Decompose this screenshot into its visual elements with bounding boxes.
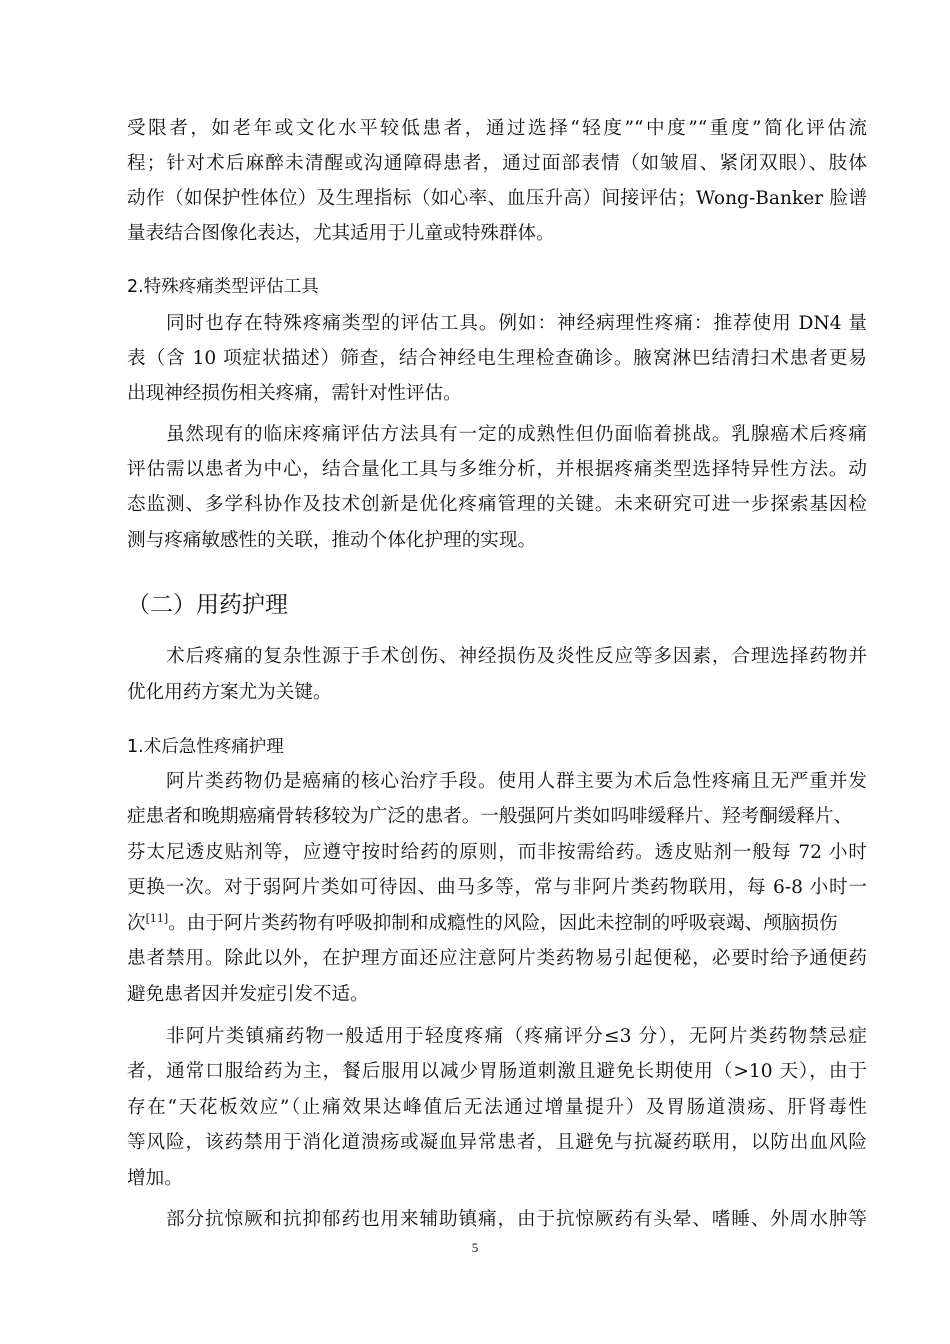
text-line: 同时也存在特殊疼痛类型的评估工具。例如：神经病理性疼痛：推荐使用 DN4 量 xyxy=(166,313,867,334)
section-heading-medication-care: （二）用药护理 xyxy=(127,592,288,618)
text-line: 程；针对术后麻醉未清醒或沟通障碍患者，通过面部表情（如皱眉、紧闭双眼）、肢体 xyxy=(127,153,867,174)
text-line: 存在“天花板效应”（止痛效果达峰值后无法通过增量提升）及胃肠道溃疡、肝肾毒性 xyxy=(127,1097,867,1118)
text-line: 部分抗惊厥和抗抑郁药也用来辅助镇痛，由于抗惊厥药有头晕、嗜睡、外周水肿等 xyxy=(166,1209,867,1230)
text-line: 更换一次。对于弱阿片类如可待因、曲马多等，常与非阿片类药物联用，每 6-8 小时一 xyxy=(127,877,867,898)
text-line: 非阿片类镇痛药物一般适用于轻度疼痛（疼痛评分≤3 分），无阿片类药物禁忌症 xyxy=(166,1026,867,1047)
subheading-acute-pain-care: 1.术后急性疼痛护理 xyxy=(127,737,284,757)
text-line: 动作（如保护性体位）及生理指标（如心率、血压升高）间接评估；Wong-Banker 脸谱 xyxy=(127,188,867,209)
text-line: 避免患者因并发症引发不适。 xyxy=(127,984,369,1005)
text-fragment: 。由于阿片类药物有呼吸抑制和成瘾性的风险，因此未控制的呼吸衰竭、颅脑损伤 xyxy=(168,913,838,934)
text-line: 优化用药方案尤为关键。 xyxy=(127,682,332,703)
text-line: 者，通常口服给药为主，餐后服用以减少胃肠道刺激且避免长期使用（>10 天），由于 xyxy=(127,1061,867,1082)
subheading-special-pain-tools: 2.特殊疼痛类型评估工具 xyxy=(127,277,319,297)
text-fragment: 次 xyxy=(127,913,146,934)
text-line: 阿片类药物仍是癌痛的核心治疗手段。使用人群主要为术后急性疼痛且无严重并发 xyxy=(166,771,867,792)
text-line: 表（含 10 项症状描述）筛查，结合神经电生理检查确诊。腋窝淋巴结清扫术患者更易 xyxy=(127,348,867,369)
text-line: 虽然现有的临床疼痛评估方法具有一定的成熟性但仍面临着挑战。乳腺癌术后疼痛 xyxy=(166,424,867,445)
text-line: 出现神经损伤相关疼痛，需针对性评估。 xyxy=(127,383,462,404)
text-line: 态监测、多学科协作及技术创新是优化疼痛管理的关键。未来研究可进一步探索基因检 xyxy=(127,494,867,515)
citation-reference: [11] xyxy=(145,912,169,925)
text-line: 患者禁用。除此以外，在护理方面还应注意阿片类药物易引起便秘，必要时给予通便药 xyxy=(127,948,867,969)
text-line: 芬太尼透皮贴剂等，应遵守按时给药的原则，而非按需给药。透皮贴剂一般每 72 小时 xyxy=(127,842,867,863)
text-line-with-citation xyxy=(127,913,867,935)
page-number: 5 xyxy=(471,1240,479,1255)
text-line: 量表结合图像化表达，尤其适用于儿童或特殊群体。 xyxy=(127,223,555,244)
text-line: 等风险，该药禁用于消化道溃疡或凝血异常患者，且避免与抗凝药联用，以防出血风险 xyxy=(127,1132,867,1153)
text-line: 术后疼痛的复杂性源于手术创伤、神经损伤及炎性反应等多因素，合理选择药物并 xyxy=(166,646,867,667)
text-line: 增加。 xyxy=(127,1168,183,1189)
text-line: 症患者和晚期癌痛骨转移较为广泛的患者。一般强阿片类如吗啡缓释片、羟考酮缓释片、 xyxy=(127,806,853,827)
text-line: 测与疼痛敏感性的关联，推动个体化护理的实现。 xyxy=(127,530,537,551)
text-line: 评估需以患者为中心，结合量化工具与多维分析，并根据疼痛类型选择特异性方法。动 xyxy=(127,459,867,480)
text-line: 受限者，如老年或文化水平较低患者，通过选择“轻度”“中度”“重度”简化评估流 xyxy=(127,118,867,139)
